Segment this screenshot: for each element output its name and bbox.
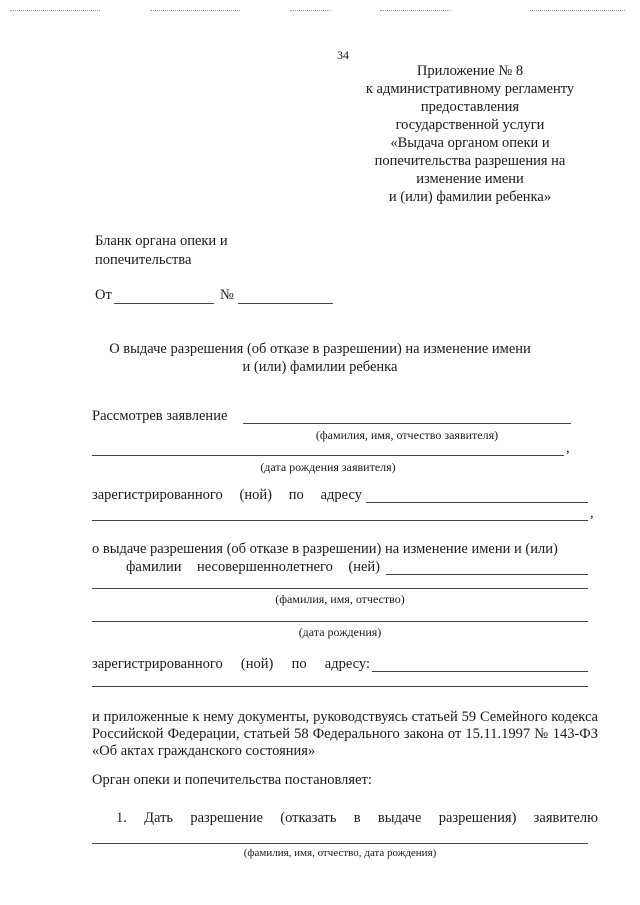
number-label: №	[220, 287, 234, 303]
child-name-field[interactable]	[386, 574, 588, 575]
number-field[interactable]	[238, 303, 333, 304]
about-word: (ней)	[348, 559, 380, 575]
appendix-line: государственной услуги	[395, 117, 545, 133]
considered-label: Рассмотрев заявление	[92, 408, 228, 424]
registered-word: по	[288, 487, 304, 503]
item-number: 1.	[116, 810, 127, 826]
appendix-line: попечительства разрешения на	[374, 153, 566, 169]
comma: ,	[590, 505, 594, 521]
documents-paragraph: и приложенные к нему документы, руководствуясь статьей 59 Семейного кодекса Российской Федерации, статьей 58 Федерального закона от 15.11.1997 № 143-ФЗ «Об актах гражданского состояния»	[92, 709, 598, 759]
appendix-line: «Выдача органом опеки и	[390, 135, 550, 151]
appendix-line: Приложение № 8	[416, 63, 524, 79]
child-name-field-2[interactable]	[92, 588, 588, 589]
about-line2	[126, 559, 380, 576]
applicant-address-field-2[interactable]	[92, 520, 588, 521]
registered-word: зарегистрированного	[92, 487, 223, 503]
registered-word: по	[291, 656, 307, 672]
appendix-block	[340, 62, 600, 206]
about-word: несовершеннолетнего	[196, 559, 333, 575]
item-1-caption: (фамилия, имя, отчество, дата рождения)	[243, 847, 437, 859]
date-field[interactable]	[114, 303, 214, 304]
child-address-field-2[interactable]	[92, 686, 588, 687]
registered-word: адресу:	[324, 656, 370, 672]
applicant-dob-field[interactable]	[92, 455, 564, 456]
about-word: фамилии	[126, 559, 182, 575]
item-word: выдаче	[377, 810, 422, 826]
appendix-line: к административному регламенту	[365, 81, 575, 97]
blank-org-line1: Бланк органа опеки и	[95, 233, 228, 249]
scan-artifact	[150, 10, 240, 12]
registered-word: зарегистрированного	[92, 656, 223, 672]
document-title-line1: О выдаче разрешения (об отказе в разрешении) на изменение имени	[109, 341, 531, 357]
child-dob-field[interactable]	[92, 621, 588, 622]
appendix-line: предоставления	[420, 99, 520, 115]
item-word: Дать	[144, 810, 174, 826]
item-word: разрешение	[190, 810, 263, 826]
decree-label: Орган опеки и попечительства постановляет:	[92, 772, 372, 788]
registered-word: адресу	[320, 487, 362, 503]
registered-word: (ной)	[240, 656, 274, 672]
child-dob-caption: (дата рождения)	[298, 625, 382, 639]
child-address-field[interactable]	[372, 671, 588, 672]
appendix-line: изменение имени	[416, 171, 524, 187]
scan-artifact	[10, 10, 100, 12]
applicant-name-caption: (фамилия, имя, отчество заявителя)	[315, 428, 499, 442]
item-word: разрешения)	[438, 810, 517, 826]
registered-word: (ной)	[239, 487, 272, 503]
appendix-line: и (или) фамилии ребенка»	[388, 189, 552, 205]
scan-artifact	[380, 10, 450, 12]
registered-label	[92, 487, 362, 504]
document-title-line2: и (или) фамилии ребенка	[242, 359, 398, 375]
blank-org-line2: попечительства	[95, 252, 192, 268]
about-line1: о выдаче разрешения (об отказе в разрешении) на изменение имени и (или)	[92, 541, 558, 557]
page-number: 34	[337, 48, 349, 62]
applicant-dob-caption: (дата рождения заявителя)	[260, 460, 396, 474]
item-word: (отказать	[280, 810, 337, 826]
scan-artifact	[290, 10, 330, 12]
item-1-field[interactable]	[92, 843, 588, 844]
registered-label-2	[92, 656, 370, 673]
item-word: заявителю	[533, 810, 598, 826]
applicant-name-field[interactable]	[243, 423, 571, 424]
child-name-caption: (фамилия, имя, отчество)	[275, 592, 405, 606]
item-word: в	[353, 810, 361, 826]
comma: ,	[566, 440, 570, 456]
applicant-address-field[interactable]	[366, 502, 588, 503]
scan-artifact	[530, 10, 625, 12]
from-label: От	[95, 287, 112, 303]
item-1	[116, 810, 598, 827]
